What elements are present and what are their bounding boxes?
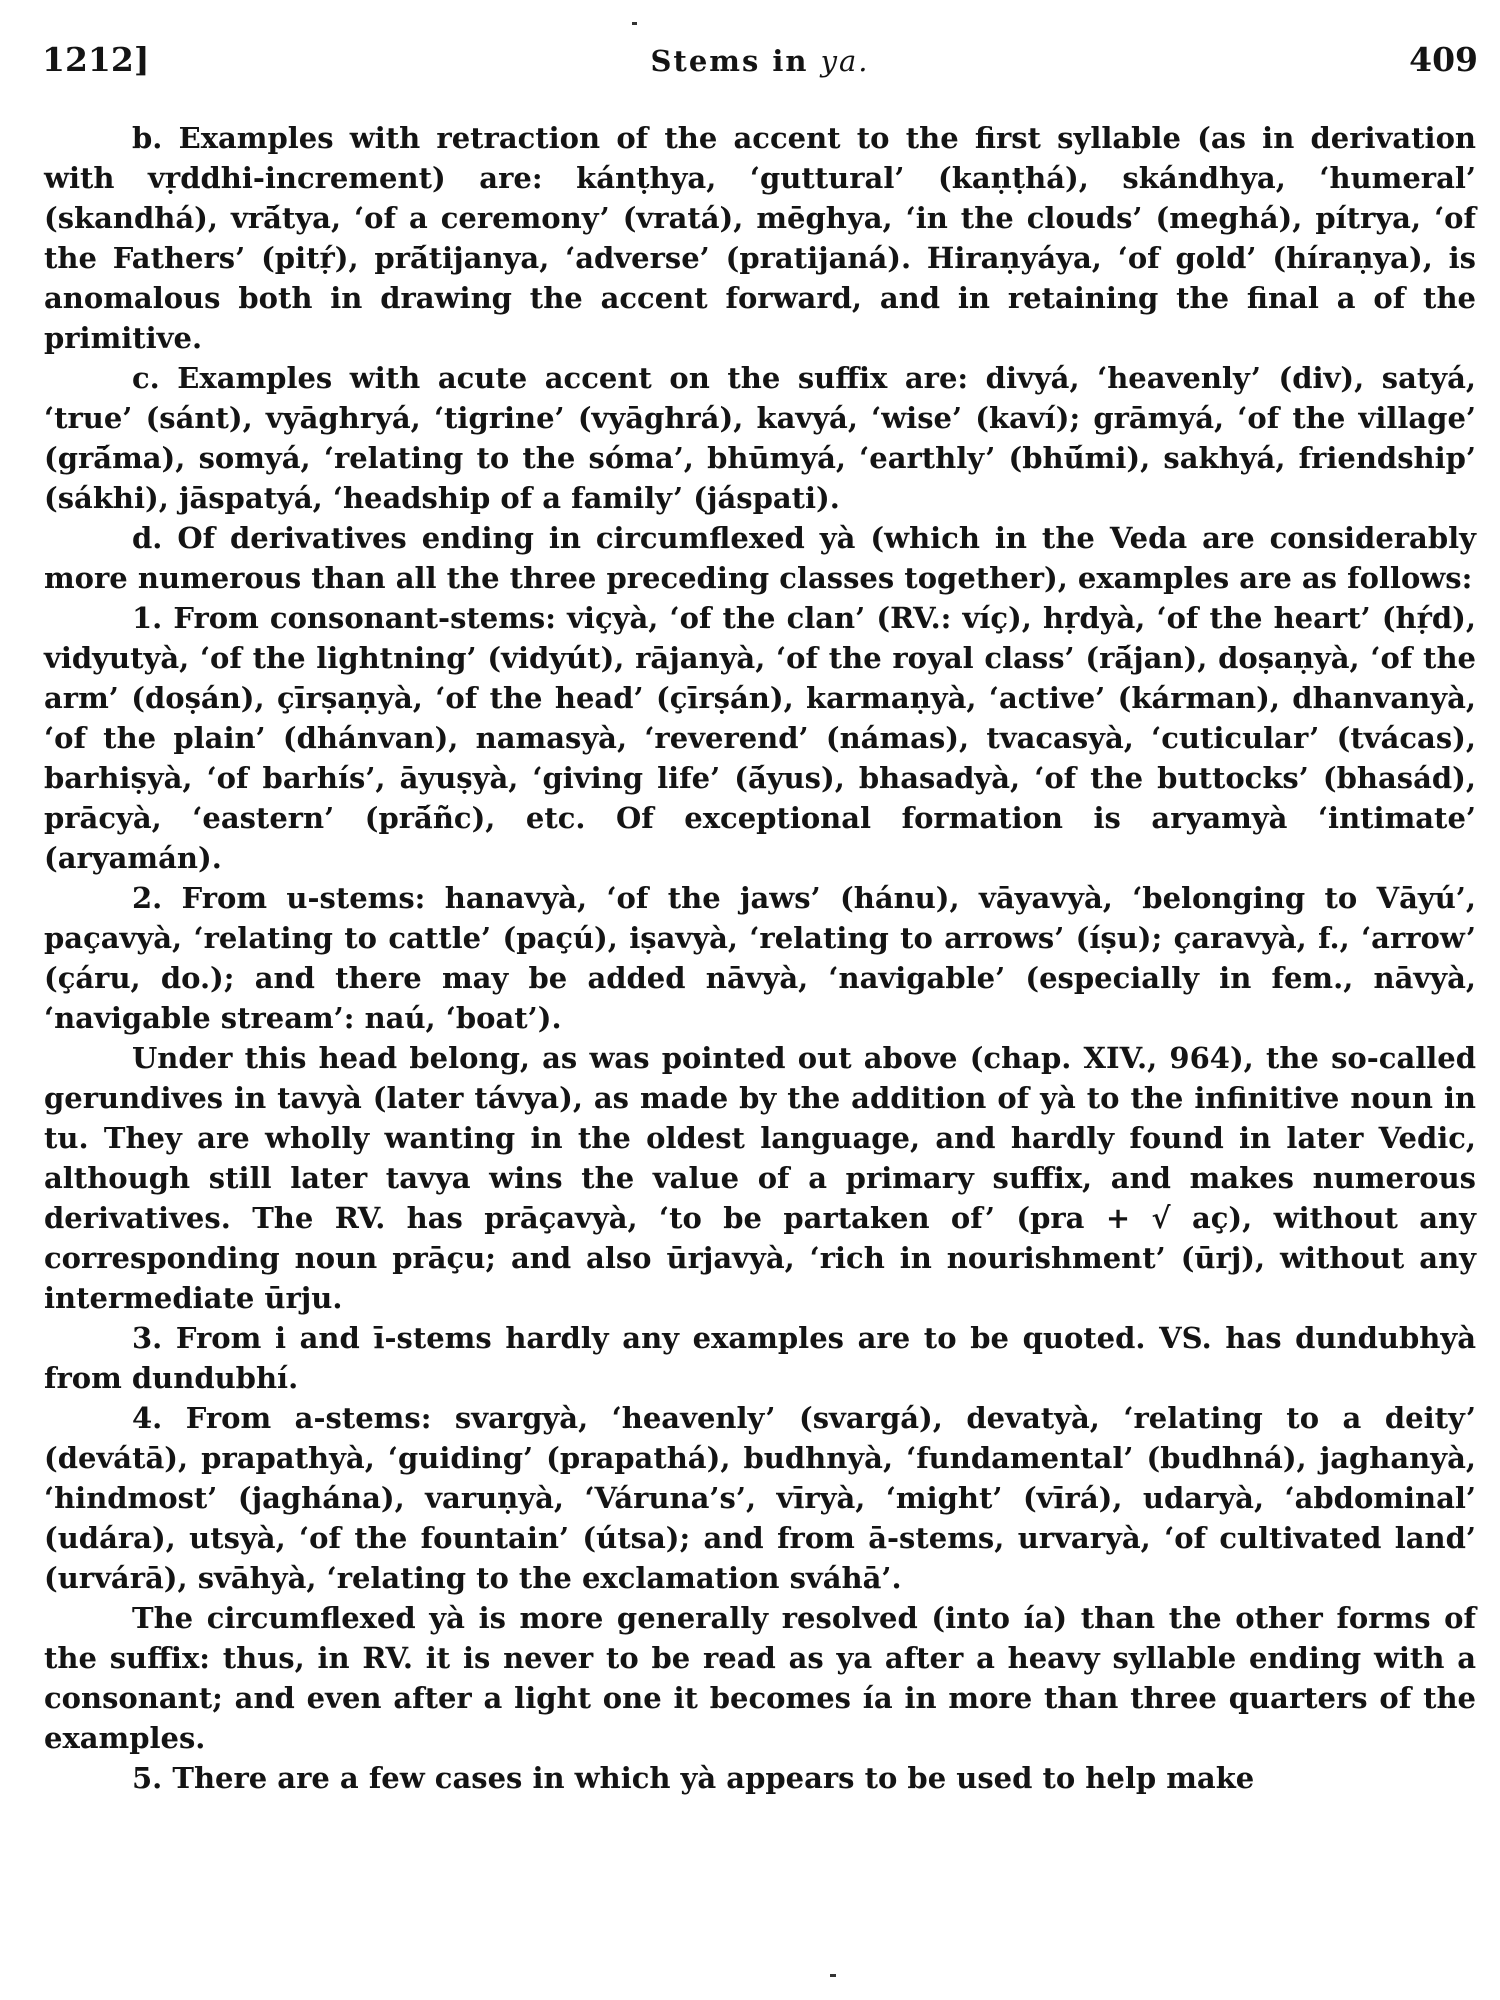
paragraph-circumflexed: The circumflexed yà is more generally resolved (into ía) than the other forms of the suffix: thus, in RV. it is never to be read as ya after a heavy syllable ending with a consonant; and even after a light one it becomes ía in more than three quarters of the examples. [44, 1601, 1476, 1755]
paragraph-d: d. Of derivatives ending in circumflexed yà (which in the Veda are considerably more numerous than all the three preceding classes together), examples are as follows: [44, 521, 1476, 595]
paragraph-d3: 3. From i and ī-stems hardly any examples are to be quoted. VS. has dundubhyà from dundubhí. [44, 1321, 1476, 1395]
running-head [42, 40, 1478, 88]
running-title-text: Stems in [650, 44, 821, 78]
paragraph-d2: 2. From u-stems: hanavyà, ‘of the jaws’ (hánu), vāyavyà, ‘belonging to Vāyú’, paçavyà, ‘relating to cattle’ (paçú), iṣavyà, ‘relating to arrows’ (íṣu); çaravyà, f., ‘arrow’ (çáru, do.); and there may be added nāvyà, ‘navigable’ (especially in fem., nāvyà, ‘navigable stream’: naú, ‘boat’). [44, 881, 1476, 1035]
paragraph-b: b. Examples with retraction of the accent to the first syllable (as in derivation with vṛddhi-increment) are: kánṭhya, ‘guttural’ (kaṇṭhá), skándhya, ‘humeral’ (skandhá), vrā́tya, ‘of a ceremony’ (vratá), mēghya, ‘in the clouds’ (meghá), pítrya, ‘of the Fathers’ (pitṛ́), prā́tijanya, ‘adverse’ (pratijaná). Hiraṇyáya, ‘of gold’ (híraṇya), is anomalous both in drawing the accent forward, and in retaining the final a of the primitive. [44, 121, 1476, 355]
section-number: 1212] [42, 40, 150, 79]
paragraph-c: c. Examples with acute accent on the suffix are: divyá, ‘heavenly’ (div), satyá, ‘true’ (sánt), vyāghryá, ‘tigrine’ (vyāghrá), kavyá, ‘wise’ (kaví); grāmyá, ‘of the village’ (grā́ma), somyá, ‘relating to the sóma’, bhūmyá, ‘earthly’ (bhū́mi), sakhyá, friendship’ (sákhi), jāspatyá, ‘headship of a family’ (jáspati). [44, 361, 1476, 515]
paragraph-d5: 5. There are a few cases in which yà appears to be used to help make [132, 1761, 1255, 1795]
running-title-italic: ya. [820, 44, 870, 78]
running-title [42, 44, 1478, 78]
print-speck [632, 22, 637, 25]
print-speck [830, 1974, 836, 1977]
paragraph-gerundives: Under this head belong, as was pointed out above (chap. XIV., 964), the so-called gerundives in tavyà (later távya), as made by the addition of yà to the infinitive noun in tu. They are wholly wanting in the oldest language, and hardly found in later Vedic, although still later tavya wins the value of a primary suffix, and makes numerous derivatives. The RV. has prāçavyà, ‘to be partaken of’ (pra + √ aç), without any corresponding noun prāçu; and also ūrjavyà, ‘rich in nourishment’ (ūrj), without any intermediate ūrju. [44, 1041, 1476, 1315]
paragraph-d4: 4. From a-stems: svargyà, ‘heavenly’ (svargá), devatyà, ‘relating to a deity’ (devátā), prapathyà, ‘guiding’ (prapathá), budhnyà, ‘fundamental’ (budhná), jaghanyà, ‘hindmost’ (jaghána), varuṇyà, ‘Váruna’s’, vīryà, ‘might’ (vīrá), udaryà, ‘abdominal’ (udára), utsyà, ‘of the fountain’ (útsa); and from ā-stems, urvaryà, ‘of cultivated land’ (urvárā), svāhyà, ‘relating to the exclamation sváhā’. [44, 1401, 1476, 1595]
page-number: 409 [1409, 40, 1478, 79]
paragraph-d1: 1. From consonant-stems: viçyà, ‘of the clan’ (RV.: víç), hṛdyà, ‘of the heart’ (hṛ́d), vidyutyà, ‘of the lightning’ (vidyút), rājanyà, ‘of the royal class’ (rā́jan), doṣaṇyà, ‘of the arm’ (doṣán), çīrṣaṇyà, ‘of the head’ (çīrṣán), karmaṇyà, ‘active’ (kárman), dhanvanyà, ‘of the plain’ (dhánvan), namasyà, ‘reverend’ (námas), tvacasyà, ‘cuticular’ (tvácas), barhiṣyà, ‘of barhís’, āyuṣyà, ‘giving life’ (ā́yus), bhasadyà, ‘of the buttocks’ (bhasád), prācyà, ‘eastern’ (prā́ñc), etc. Of exceptional formation is aryamyà ‘intimate’ (aryamán). [44, 601, 1476, 875]
body-text [44, 118, 1476, 1798]
